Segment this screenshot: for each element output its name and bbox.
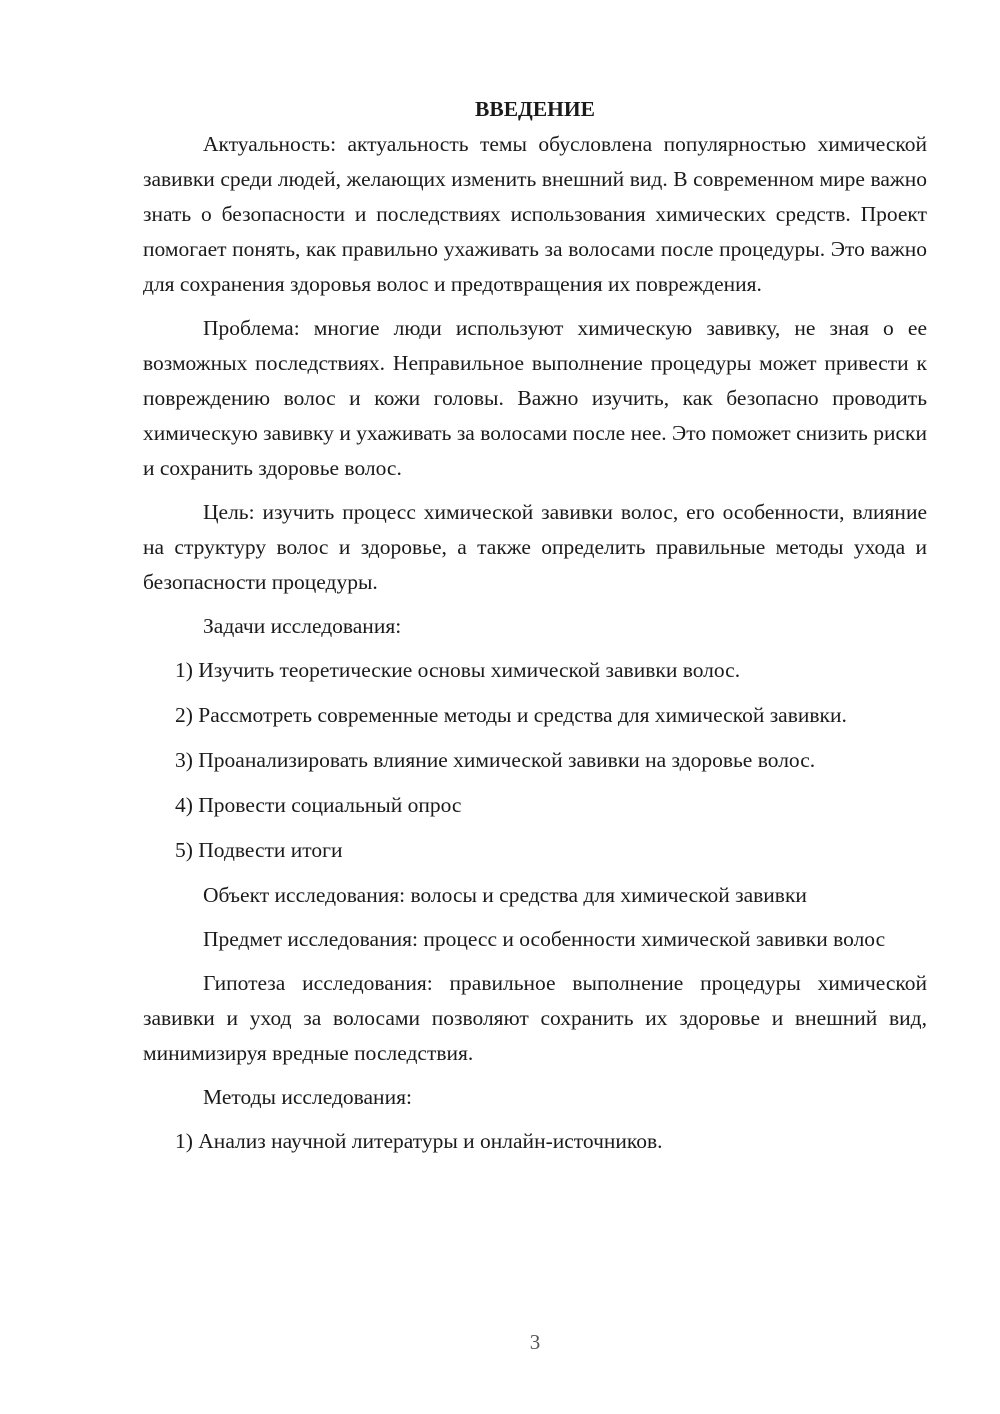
- task-item-5: 5) Подвести итоги: [175, 838, 343, 862]
- task-item-2: 2) Рассмотреть современные методы и средства для химической завивки.: [175, 703, 847, 727]
- task-item-4: 4) Провести социальный опрос: [175, 793, 462, 817]
- paragraph-goal: Цель: изучить процесс химической завивки волос, его особенности, влияние на структуру волос и здоровье, а также определить правильные методы ухода и безопасности процедуры.: [143, 500, 927, 594]
- paragraph-object: Объект исследования: волосы и средства для химической завивки: [203, 883, 807, 907]
- document-body: [143, 92, 927, 1169]
- paragraph-problem: Проблема: многие люди используют химическую завивку, не зная о ее возможных последствиях. Неправильное выполнение процедуры может привести к повреждению волос и кожи головы. Важно изучить, как безопасно проводить химическую завивку и ухаживать за волосами после нее. Это поможет снизить риски и сохранить здоровье волос.: [143, 316, 927, 480]
- task-item-3: 3) Проанализировать влияние химической завивки на здоровье волос.: [175, 748, 816, 772]
- method-item-1: 1) Анализ научной литературы и онлайн-источников.: [175, 1129, 663, 1153]
- page-number: 3: [529, 1330, 541, 1354]
- paragraph-subject: Предмет исследования: процесс и особенности химической завивки волос: [203, 927, 886, 951]
- paragraph-hypothesis: Гипотеза исследования: правильное выполнение процедуры химической завивки и уход за волосами позволяют сохранить их здоровье и внешний вид, минимизируя вредные последствия.: [143, 971, 927, 1065]
- page-title: ВВЕДЕНИЕ: [475, 97, 595, 121]
- paragraph-relevance: Актуальность: актуальность темы обусловлена популярностью химической завивки среди людей, желающих изменить внешний вид. В современном мире важно знать о безопасности и последствиях использования химических средств. Проект помогает понять, как правильно ухаживать за волосами после процедуры. Это важно для сохранения здоровья волос и предотвращения их повреждения.: [143, 132, 927, 296]
- task-item-1: 1) Изучить теоретические основы химической завивки волос.: [175, 658, 741, 682]
- tasks-heading: Задачи исследования:: [203, 614, 402, 638]
- methods-heading: Методы исследования:: [203, 1085, 412, 1109]
